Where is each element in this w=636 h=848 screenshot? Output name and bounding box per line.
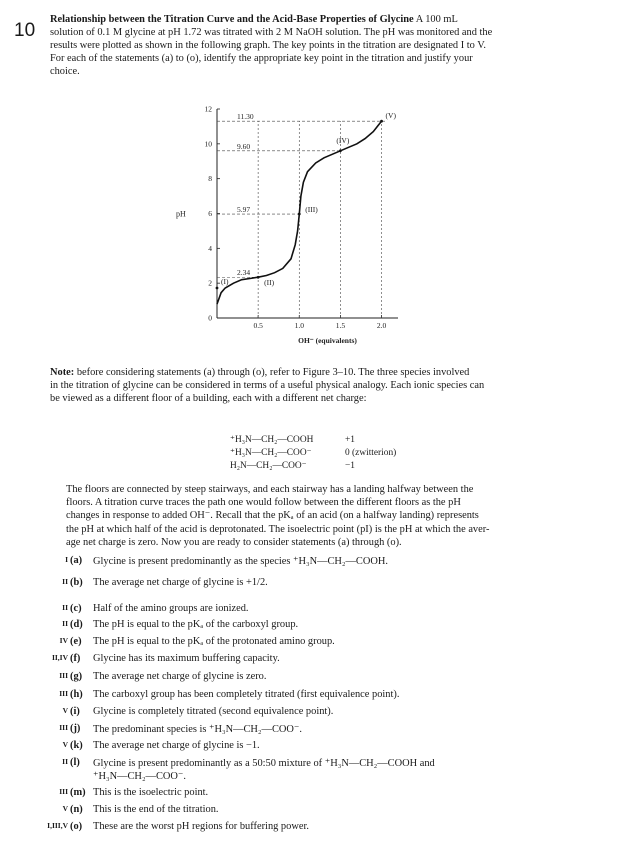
answer-mark: II,IV — [51, 653, 68, 662]
answer-mark: I,III,V — [47, 821, 68, 830]
statement-label: (g) — [70, 671, 83, 682]
key-point-label: (I) — [221, 277, 229, 287]
key-point-marker — [257, 276, 260, 279]
statement-text: The average net charge of glycine is +1/2. — [93, 577, 268, 588]
species-row: ⁺H₃N—CH₂—COO⁻ 0 (zwitterion) — [230, 448, 397, 459]
answer-mark: I — [65, 555, 68, 564]
statement-label: (b) — [70, 577, 83, 588]
statement-label: (e) — [70, 636, 82, 647]
reference-label: 5.97 — [237, 205, 251, 215]
statement-label: (a) — [70, 555, 83, 566]
key-point-label: (V) — [385, 111, 396, 121]
answer-mark: V — [62, 740, 68, 749]
statement-text: Glycine is completely titrated (second equivalence point). — [93, 706, 334, 717]
x-tick-label: 1.0 — [294, 321, 304, 330]
key-point-marker — [380, 120, 383, 123]
problem-intro: Relationship between the Titration Curve and the Acid-Base Properties of Glycine A 100 mL solution of 0.1 M glycine at pH 1.72 was titrated with 2 M NaOH solution. The pH was monitored and the results were plotted as shown in the following graph. The key points in the titration are designated I to V. For each of the statements (a) to (o), identify the appropriate key point in the titration and justify your choice. — [50, 14, 493, 78]
species-list — [230, 434, 396, 474]
key-point-label: (II) — [264, 278, 275, 288]
statement-label: (n) — [70, 804, 83, 815]
key-point-marker — [298, 213, 301, 216]
y-tick-label: 4 — [208, 243, 212, 253]
reference-label: 11.30 — [237, 112, 254, 122]
statement-text: Glycine has its maximum buffering capacity. — [93, 653, 280, 664]
statement-text: The pH is equal to the pKₐ of the carboxyl group. — [93, 619, 299, 630]
statement-label: (h) — [70, 689, 83, 700]
x-axis-label: OH⁻ (equivalents) — [298, 336, 357, 345]
statement-label: (k) — [70, 740, 83, 751]
statement-text: This is the isoelectric point. — [93, 787, 209, 798]
statement-text: Glycine is present predominantly as the species ⁺H₃N—CH₂—COOH. — [93, 556, 388, 567]
key-point-label: (III) — [305, 205, 318, 215]
statement-text-continued: ⁺H₃N—CH₂—COO⁻. — [93, 771, 186, 782]
key-point-label: (IV) — [336, 135, 350, 145]
answer-mark: III — [59, 689, 68, 698]
statement-label: (c) — [70, 603, 82, 614]
analogy-paragraph: The floors are connected by steep stairways, and each stairway has a landing halfway between the floors. A titration curve traces the path one would follow between the different floors as the pH changes in response to added OH⁻. Recall that the pKₐ of an acid (on a halfway landing) represents the pH at which half of the acid is deprotonated. The isoelectric point (pI) is the pH at which the aver- age net charge is zero. Now you are ready to consider statements (a) through (o). — [66, 484, 490, 548]
y-tick-label: 0 — [208, 313, 212, 323]
y-tick-label: 8 — [208, 174, 212, 184]
x-tick-label: 0.5 — [253, 321, 263, 330]
y-tick-label: 6 — [208, 209, 212, 218]
answer-mark: III — [59, 671, 68, 680]
note: Note: before considering statements (a) through (o), refer to Figure 3–10. The three species involved in the titration of glycine can be considered in terms of a useful physical analogy. Each ionic species can be viewed as a different floor of a building, each with a different net charge: — [50, 367, 485, 405]
statement-text: The pH is equal to the pKₐ of the protonated amino group. — [93, 636, 335, 647]
answer-mark: V — [62, 804, 68, 813]
problem-number: 10 — [14, 20, 36, 41]
reference-label: 9.60 — [237, 141, 251, 151]
statement-text: Glycine is present predominantly as a 50:50 mixture of ⁺H₃N—CH₂—COOH and — [93, 758, 435, 769]
species-row: ⁺H₃N—CH₂—COOH +1 — [230, 435, 355, 445]
species-row: H₂N—CH₂—COO⁻ −1 — [230, 461, 355, 472]
key-point-marker — [216, 287, 219, 290]
reference-label: 2.34 — [237, 268, 251, 278]
statement-label: (d) — [70, 619, 83, 630]
answer-mark: II — [62, 757, 68, 766]
statement-label: (l) — [70, 757, 80, 768]
y-tick-label: 2 — [208, 278, 212, 288]
answer-mark: III — [59, 787, 68, 796]
y-tick-label: 12 — [204, 104, 212, 114]
answer-mark: IV — [59, 636, 68, 645]
answer-mark: II — [62, 577, 68, 586]
answer-mark: III — [59, 723, 68, 732]
titration-chart — [0, 0, 636, 360]
y-tick-label: 10 — [204, 139, 212, 149]
answer-mark: II — [62, 619, 68, 628]
answer-mark: II — [62, 603, 68, 612]
statement-text: The carboxyl group has been completely titrated (first equivalence point). — [93, 689, 400, 700]
statement-text: The average net charge of glycine is −1. — [93, 740, 260, 751]
statement-label: (m) — [70, 787, 86, 798]
statement-text: Half of the amino groups are ionized. — [93, 603, 249, 614]
statement-label: (f) — [70, 653, 81, 664]
statement-text: These are the worst pH regions for buffering power. — [93, 821, 309, 832]
x-tick-label: 1.5 — [335, 321, 346, 330]
problem-title: Relationship between the Titration Curve and the Acid-Base Properties of Glycine — [50, 14, 414, 25]
statement-text: This is the end of the titration. — [93, 804, 219, 815]
y-axis-label: pH — [176, 209, 186, 219]
key-point-marker — [339, 149, 342, 152]
x-tick-label: 2.0 — [376, 321, 387, 330]
answer-mark: V — [62, 706, 68, 715]
statement-label: (j) — [70, 723, 81, 734]
statement-text: The predominant species is ⁺H₃N—CH₂—COO⁻. — [93, 724, 302, 735]
statement-label: (i) — [70, 706, 80, 717]
statement-text: The average net charge of glycine is zero. — [93, 671, 267, 682]
statement-label: (o) — [70, 821, 83, 832]
